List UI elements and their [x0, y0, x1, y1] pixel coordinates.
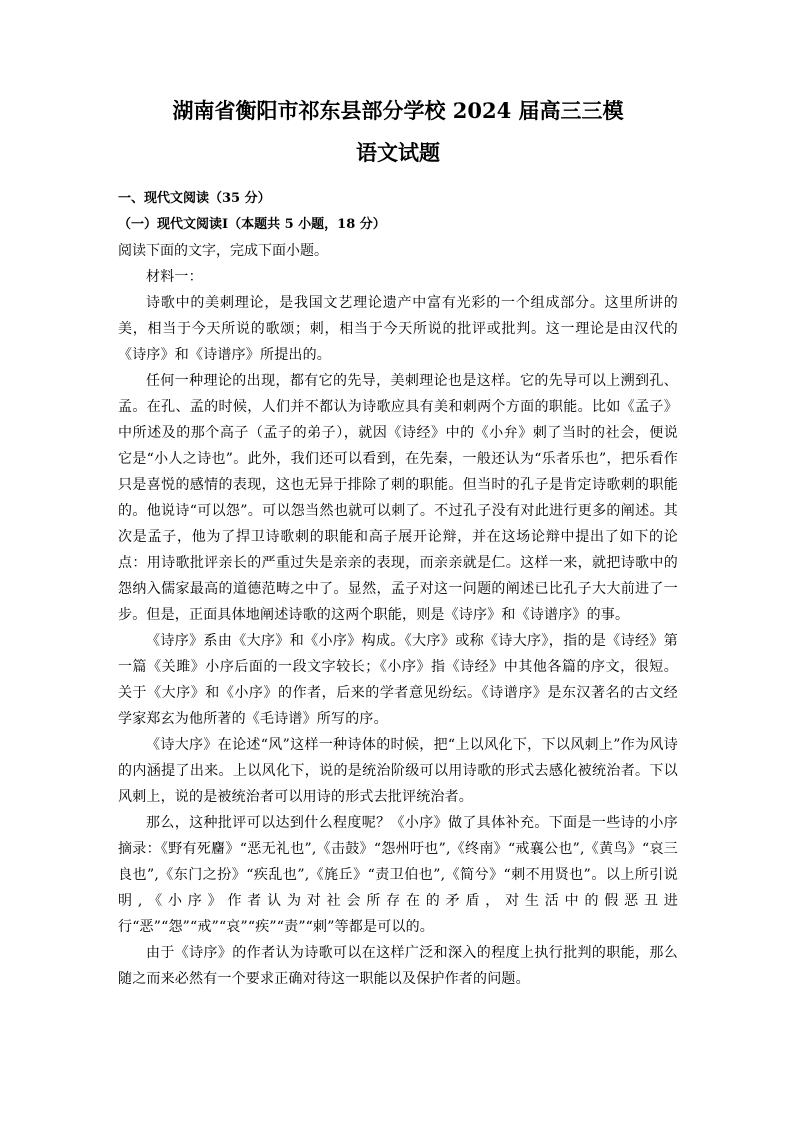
paragraph-2: 任何一种理论的出现，都有它的先导，美刺理论也是这样。它的先导可以上溯到孔、孟。在孔、孟的时候，人们并不都认为诗歌应具有美和刺两个方面的职能。比如《孟子》中所述及的那个高子（孟子的弟子），就因《诗经》中的《小弁》刺了当时的社会，便说它是“小人之诗也”。此外，我们还可以看到，在先秦，一般还认为“乐者乐也”，把乐看作只是喜悦的感情的表现，这也无异于排除了刺的职能。但当时的孔子是肯定诗歌刺的职能的。他说诗“可以怨”。可以怨当然也就可以刺了。不过孔子没有对此进行更多的阐述。其次是孟子，他为了捍卫诗歌刺的职能和高子展开论辩，并在这场论辩中提出了如下的论点：用诗歌批评亲长的严重过失是亲亲的表现，而亲亲就是仁。这样一来，就把诗歌中的怨纳入儒家最高的道德范畴之中了。显然，孟子对这一问题的阐述已比孔子大大前进了一步。但是，正面具体地阐述诗歌的这两个职能，则是《诗序》和《诗谱序》的事。	[118, 373, 678, 623]
paragraph-4: 《诗大序》在论述“风”这样一种诗体的时候，把“上以风化下，下以风刺上”作为风诗的内涵提了出来。上以风化下，说的是统治阶级可以用诗歌的形式去感化被统治者。下以风刺上，说的是被统治者可以用诗的形式去批评统治者。	[118, 737, 678, 805]
reading-instruction: 阅读下面的文字，完成下面小题。	[118, 243, 328, 259]
section-heading: 一、现代文阅读（35 分）	[118, 191, 271, 206]
exam-page	[118, 96, 678, 992]
paragraph-1: 诗歌中的美刺理论，是我国文艺理论遗产中富有光彩的一个组成部分。这里所讲的美，相当于今天所说的歌颂；刺，相当于今天所说的批评或批判。这一理论是由汉代的《诗序》和《诗谱序》所提出的。	[118, 295, 678, 363]
exam-title: 湖南省衡阳市祁东县部分学校 2024 届高三三模	[172, 98, 624, 123]
paragraph-6: 由于《诗序》的作者认为诗歌可以在这样广泛和深入的程度上执行批判的职能，那么随之而来必然有一个要求正确对待这一职能以及保护作者的问题。	[118, 945, 678, 987]
material-label: 材料一：	[146, 269, 203, 285]
paragraph-5: 那么，这种批评可以达到什么程度呢？《小序》做了具体补充。下面是一些诗的小序摘录：《野有死麕》“恶无礼也”,《击鼓》“怨州吁也”,《终南》“戒襄公也”,《黄鸟》“哀三良也”,《东门之扮》“疾乱也”,《旄丘》“责卫伯也”,《简兮》“刺不用贤也”。以上所引说明,《小序》作者认为对社会所存在的矛盾，对生活中的假恶丑进行“恶”“怨”“戒”“哀”“疾”“责”“刺”等都是可以的。	[118, 815, 678, 935]
exam-subtitle: 语文试题	[356, 140, 440, 165]
subsection-heading: （一）现代文阅读Ⅰ（本题共 5 小题，18 分）	[118, 217, 386, 232]
paragraph-3: 《诗序》系由《大序》和《小序》构成。《大序》或称《诗大序》，指的是《诗经》第一篇《关雎》小序后面的一段文字较长；《小序》指《诗经》中其他各篇的序文，很短。关于《大序》和《小序》的作者，后来的学者意见纷纭。《诗谱序》是东汉著名的古文经学家郑玄为他所著的《毛诗谱》所写的序。	[118, 633, 678, 727]
